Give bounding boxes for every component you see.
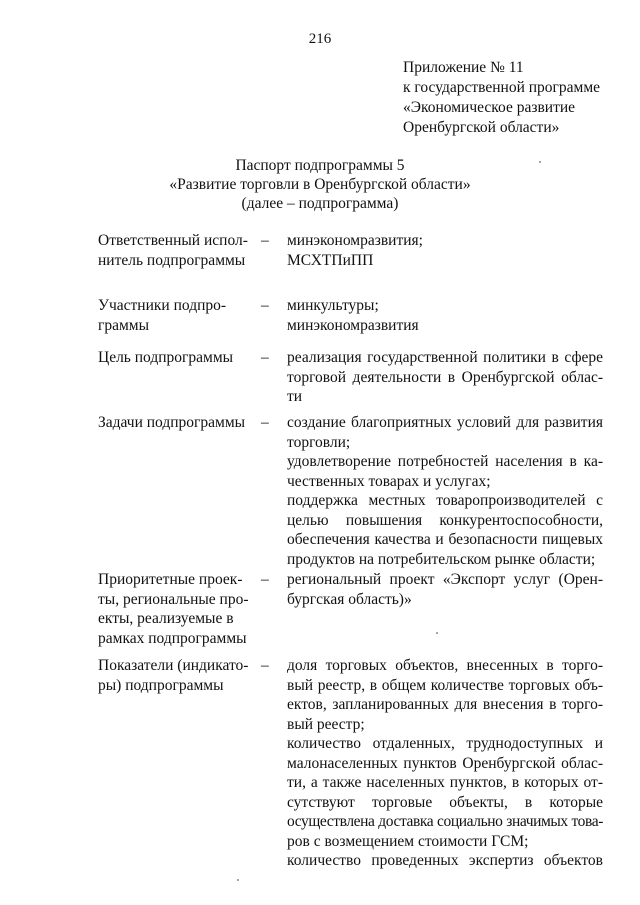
row-dash: –	[261, 349, 269, 366]
title-line: «Развитие торговли в Оренбургской области»	[169, 176, 471, 193]
row-value-line: количество отдаленных, труднодоступных и	[287, 735, 603, 752]
row-label	[98, 656, 258, 695]
row-value-line: чественных товарах и услугах;	[287, 472, 491, 490]
row-value-line: минэкономразвития;	[287, 232, 423, 249]
row-label-line: Приоритетные проек-	[98, 571, 243, 588]
row-value-line: торговли;	[287, 433, 351, 451]
document-title	[0, 156, 640, 213]
title-line: Паспорт подпрограммы 5	[235, 157, 405, 174]
row-label-line: Цель подпрограммы	[98, 349, 234, 366]
row-label-line: ры) подпрограммы	[98, 676, 224, 694]
row-value-line: целью повышения конкурентоспособности,	[287, 511, 603, 529]
row-label	[98, 296, 258, 335]
row-dash: –	[261, 571, 269, 588]
appendix-line: Оренбургской области»	[403, 119, 560, 136]
row-label-line: рамках подпрограммы	[98, 629, 247, 647]
appendix-header	[403, 58, 600, 138]
row-value-line: вый реестр;	[287, 715, 365, 733]
row-value-line: доля торговых объектов, внесенных в торго-	[287, 657, 603, 674]
row-value-line: МСХТПиПП	[287, 251, 374, 269]
row-value	[287, 656, 603, 871]
row-label-line: Задачи подпрограммы	[98, 414, 246, 431]
row-value-line: реализация государственной политики в сфере	[287, 349, 603, 366]
row-value-line: ров с возмещением стоимости ГСМ;	[287, 832, 529, 850]
scan-speck	[539, 161, 541, 163]
row-value-line: минэкономразвития	[287, 316, 419, 334]
row-value-line: удовлетворение потребностей населения в ка-	[287, 453, 603, 470]
row-value-line: продуктов на потребительском рынке области;	[287, 550, 596, 568]
row-label-line: Ответственный испол-	[98, 232, 248, 249]
appendix-line: «Экономическое развитие	[403, 99, 576, 116]
row-value-line: минкультуры;	[287, 297, 379, 314]
row-label-line: Показатели (индикато-	[98, 657, 249, 674]
row-value-line: ти	[287, 388, 303, 405]
row-dash: –	[261, 232, 269, 249]
row-value	[287, 296, 603, 335]
row-value-line: региональный проект «Экспорт услуг (Орен-	[287, 571, 603, 588]
row-value-line: торговой деятельности в Оренбургской облас-	[287, 368, 603, 386]
row-value-line: обеспечения качества и безопасности пищевых	[287, 531, 603, 548]
row-value-line: малонаселенных пунктов Оренбургской облас-	[287, 754, 603, 772]
row-dash: –	[261, 297, 269, 314]
row-value-line: вый реестр, в общем количестве торговых объ-	[287, 676, 603, 694]
row-value-line: сутствуют торговые объекты, в которые	[287, 793, 603, 811]
row-label-line: екты, реализуемые в	[98, 610, 234, 627]
page-number: 216	[308, 31, 332, 47]
row-value	[287, 348, 603, 407]
row-label	[98, 348, 258, 368]
row-label	[98, 570, 258, 648]
row-value-line: ти, а также населенных пунктов, в которых от-	[287, 774, 603, 791]
row-value-line: поддержка местных товаропроизводителей с	[287, 492, 603, 509]
row-value-line: осуществлена доставка социально значимых това-	[287, 813, 603, 830]
row-label-line: нитель подпрограммы	[98, 251, 246, 269]
appendix-line: к государственной программе	[403, 79, 601, 96]
scan-speck	[237, 879, 239, 881]
row-value	[287, 413, 603, 569]
row-label-line: ты, региональные про-	[98, 590, 249, 608]
title-line: (далее – подпрограмма)	[241, 195, 399, 212]
appendix-line: Приложение № 11	[403, 59, 524, 76]
row-dash: –	[261, 414, 269, 431]
row-value-line: бургская область)»	[287, 590, 412, 608]
row-label	[98, 413, 258, 433]
row-value-line: создание благоприятных условий для развития	[287, 414, 603, 431]
row-value	[287, 570, 603, 609]
row-label	[98, 231, 258, 270]
scan-speck	[436, 632, 438, 634]
row-value-line: количество проведенных экспертиз объектов	[287, 852, 603, 869]
row-value	[287, 231, 603, 270]
row-label-line: Участники подпро-	[98, 297, 227, 314]
row-label-line: граммы	[98, 316, 150, 334]
row-value-line: ектов, запланированных для внесения в торго-	[287, 696, 603, 713]
row-dash: –	[261, 657, 269, 674]
